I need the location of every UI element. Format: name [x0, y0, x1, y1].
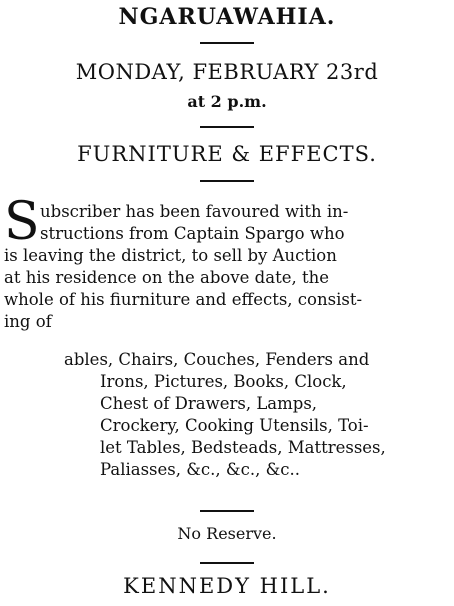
auctioneer-signature: KENNEDY HILL.: [123, 574, 331, 598]
intro-line: ubscriber has been favoured with in-: [40, 202, 349, 221]
drop-cap-letter: S: [4, 192, 40, 252]
date-line: MONDAY, FEBRUARY 23rd: [75, 60, 379, 84]
intro-line: whole of his fiurniture and effects, consist-: [4, 290, 363, 309]
item-line: let Tables, Bedsteads, Mattresses,: [100, 438, 386, 457]
time-line: at 2 p.m.: [187, 92, 267, 111]
item-line: ables, Chairs, Couches, Fenders and: [64, 350, 370, 369]
place-heading: NGARUAWAHIA.: [118, 4, 336, 30]
item-line: Crockery, Cooking Utensils, Toi-: [100, 416, 369, 435]
intro-line: structions from Captain Spargo who: [40, 224, 345, 243]
item-line: Paliasses, &c., &c., &c..: [100, 460, 300, 479]
reserve-note: No Reserve.: [177, 524, 277, 543]
sale-heading: FURNITURE & EFFECTS.: [77, 142, 377, 166]
intro-line: at his residence on the above date, the: [4, 268, 329, 287]
intro-line: ing of: [4, 312, 52, 331]
item-line: Irons, Pictures, Books, Clock,: [100, 372, 347, 391]
divider-rule: [200, 126, 254, 128]
intro-line: is leaving the district, to sell by Auction: [4, 246, 337, 265]
divider-rule: [200, 42, 254, 44]
divider-rule: [200, 562, 254, 564]
divider-rule: [200, 510, 254, 512]
divider-rule: [200, 180, 254, 182]
item-line: Chest of Drawers, Lamps,: [100, 394, 318, 413]
